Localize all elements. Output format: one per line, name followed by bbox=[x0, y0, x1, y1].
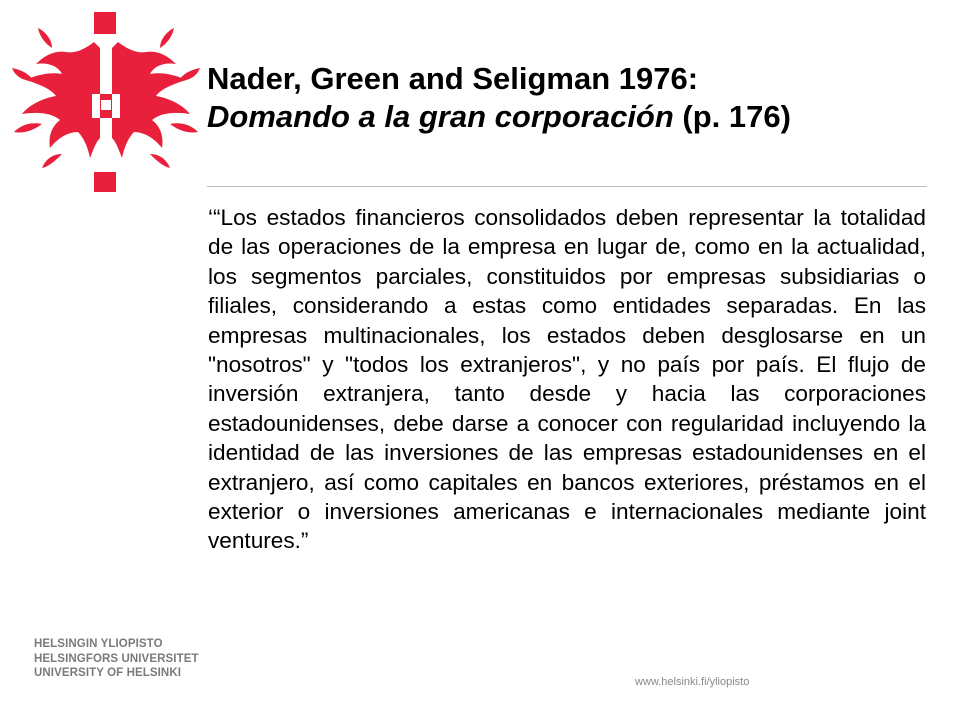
title-line-1: Nader, Green and Seligman 1976: bbox=[207, 61, 699, 96]
slide-title bbox=[207, 60, 927, 136]
wordmark-swedish: HELSINGFORS UNIVERSITET bbox=[34, 652, 199, 665]
helsinki-flame-logo-icon bbox=[8, 8, 204, 198]
title-line-2 bbox=[207, 98, 927, 136]
wordmark-finnish: HELSINGIN YLIOPISTO bbox=[34, 638, 163, 650]
quote-body: ‘“Los estados financieros consolidados deben representar la totalidad de las operaciones de la empresa en lugar de, como en la actualidad, los segmentos parciales, constituidos por empresas subsidiarias o filiales, considerando a estas como entidades separadas. En las empresas multinacionales, los estados deben desglosarse en un "nosotros" y "todos los extranjeros", y no país por país. El flujo de inversión extranjera, tanto desde y hacia las corporaciones estadounidenses, debe darse a conocer con regularidad incluyendo la identidad de las inversiones de las empresas estadounidenses en el extranjero, así como capitales en bancos exteriores, préstamos en el exterior o inversiones americanas e internacionales mediante joint ventures.” bbox=[208, 205, 926, 554]
footer-url: www.helsinki.fi/yliopisto bbox=[635, 676, 750, 688]
page-reference: (p. 176) bbox=[673, 99, 791, 134]
title-divider bbox=[207, 186, 927, 187]
wordmark-english: UNIVERSITY OF HELSINKI bbox=[34, 667, 182, 679]
university-wordmark bbox=[34, 637, 199, 681]
book-title: Domando a la gran corporación bbox=[207, 99, 674, 134]
